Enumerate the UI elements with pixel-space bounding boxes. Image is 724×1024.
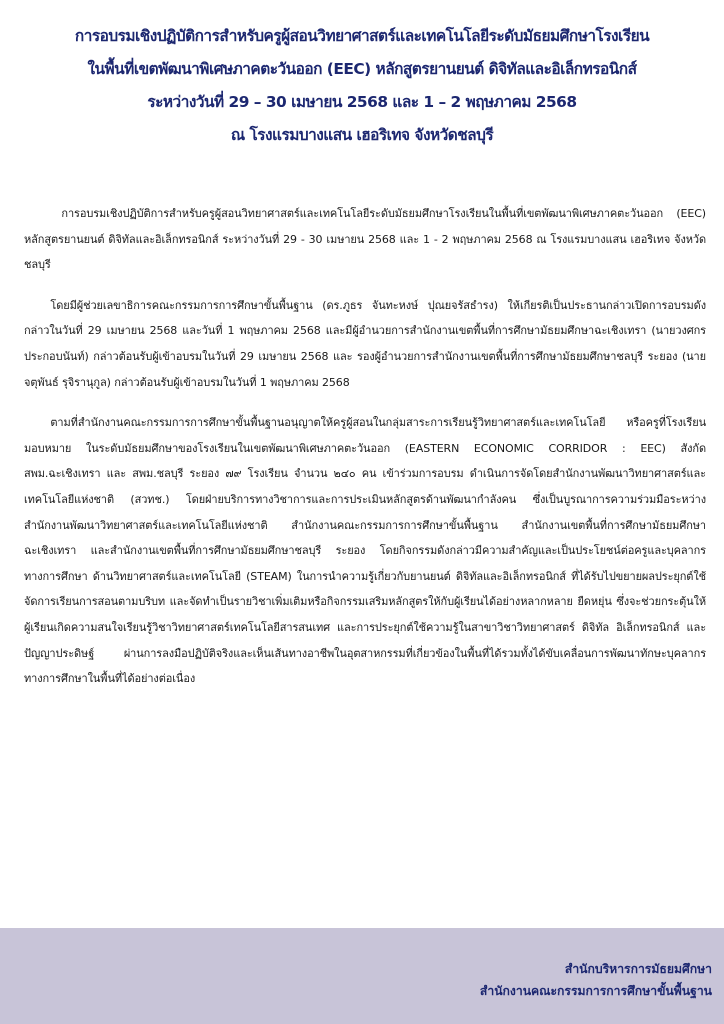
document-headline (10, 20, 714, 152)
footer-line-1: สำนักบริหารการมัธยมศึกษา (564, 962, 712, 976)
headline-line-2: ในพื้นที่เขตพัฒนาพิเศษภาคตะวันออก (EEC) หลักสูตรยานยนต์ ดิจิทัลและอิเล็กทรอนิกส์ (87, 60, 637, 78)
headline-line-1: การอบรมเชิงปฏิบัติการสำหรับครูผู้สอนวิทยาศาสตร์และเทคโนโลยีระดับมัธยมศึกษาโรงเรียน (74, 27, 650, 45)
body-paragraph-3: ตามที่สำนักงานคณะกรรมการการศึกษาขั้นพื้นฐานอนุญาตให้ครูผู้สอนในกลุ่มสาระการเรียนรู้วิทยาศาสตร์และเทคโนโลยี หรือครูที่โรงเรียนมอบหมาย ในระดับมัธยมศึกษาของโรงเรียนในเขตพัฒนาพิเศษภาคตะวันออก (EASTERN ECONOMIC CORRIDOR : EEC) สังกัด สพม.ฉะเชิงเทรา และ สพม.ชลบุรี ระยอง ๗๙ โรงเรียน จำนวน ๒๔๐ คน เข้าร่วมการอบรม ดำเนินการจัดโดยสำนักงานพัฒนาวิทยาศาสตร์และเทคโนโลยีแห่งชาติ (สวทช.) โดยฝ่ายบริการทางวิชาการและการประเมินหลักสูตรด้านพัฒนากำลังคน ซึ่งเป็นบูรณาการความร่วมมือระหว่างสำนักงานพัฒนาวิทยาศาสตร์และเทคโนโลยีแห่งชาติ สำนักงานคณะกรรมการการศึกษาขั้นพื้นฐาน สำนักงานเขตพื้นที่การศึกษามัธยมศึกษาฉะเชิงเทรา และสำนักงานเขตพื้นที่การศึกษามัธยมศึกษาชลบุรี ระยอง โดยกิจกรรมดังกล่าวมีความสำคัญและเป็นประโยชน์ต่อครูและบุคลากรทางการศึกษา ด้านวิทยาศาสตร์และเทคโนโลยี (STEAM) ในการนำความรู้เกี่ยวกับยานยนต์ ดิจิทัลและอิเล็กทรอนิกส์ ที่ได้รับไปขยายผลประยุกต์ใช้จัดการเรียนการสอนตามบริบท และจัดทำเป็นรายวิชาเพิ่มเติมหรือกิจกรรมเสริมหลักสูตรให้กับผู้เรียนได้อย่างหลากหลาย ยืดหยุ่น ซึ่งจะช่วยกระตุ้นให้ผู้เรียนเกิดความสนใจเรียนรู้วิชาวิทยาศาสตร์เทคโนโลยีสารสนเทศ และการประยุกต์ใช้ความรู้ในสาขาวิชาวิทยาศาสตร์ ดิจิทัล อิเล็กทรอนิกส์ และปัญญาประดิษฐ์ ผ่านการลงมือปฏิบัติจริงและเห็นเส้นทางอาชีพในอุตสาหกรรมที่เกี่ยวข้องในพื้นที่ได้รวมทั้งได้ขับเคลื่อนการพัฒนาทักษะบุคลากรทางการศึกษาในพื้นที่ได้อย่างต่อเนื่อง (24, 416, 706, 686)
body-paragraph-2: โดยมีผู้ช่วยเลขาธิการคณะกรรมการการศึกษาขั้นพื้นฐาน (ดร.ภูธร จันทะหงษ์ ปุณยจรัสธำรง) ให้เกียรติเป็นประธานกล่าวเปิดการอบรมดังกล่าวในวันที่ 29 เมษายน 2568 และวันที่ 1 พฤษภาคม 2568 และมีผู้อำนวยการสำนักงานเขตพื้นที่การศึกษามัธยมศึกษาฉะเชิงเทรา (นายวงศกร ประกอบนันท์) กล่าวต้อนรับผู้เข้าอบรมในวันที่ 29 เมษายน 2568 และ รองผู้อำนวยการสำนักงานเขตพื้นที่การศึกษามัธยมศึกษาชลบุรี ระยอง (นายจตุพันธ์ รุจิรานุกูล) กล่าวต้อนรับผู้เข้าอบรมในวันที่ 1 พฤษภาคม 2568 (24, 298, 706, 389)
headline-line-3: ระหว่างวันที่ 29 – 30 เมษายน 2568 และ 1 – 2 พฤษภาคม 2568 (147, 93, 577, 111)
headline-line-4: ณ โรงแรมบางแสน เฮอริเทจ จังหวัดชลบุรี (230, 126, 494, 144)
document-body (24, 201, 706, 707)
footer-organization (480, 958, 712, 1002)
footer-line-2: สำนักงานคณะกรรมการการศึกษาขั้นพื้นฐาน (479, 984, 712, 998)
footer-band (0, 928, 724, 1024)
body-paragraph-1: การอบรมเชิงปฏิบัติการสำหรับครูผู้สอนวิทยาศาสตร์และเทคโนโลยีระดับมัธยมศึกษาโรงเรียนในพื้นที่เขตพัฒนาพิเศษภาคตะวันออก (EEC) หลักสูตรยานยนต์ ดิจิทัลและอิเล็กทรอนิกส์ ระหว่างวันที่ 29 - 30 เมษายน 2568 และ 1 - 2 พฤษภาคม 2568 ณ โรงแรมบางแสน เฮอริเทจ จังหวัดชลบุรี (24, 207, 706, 272)
